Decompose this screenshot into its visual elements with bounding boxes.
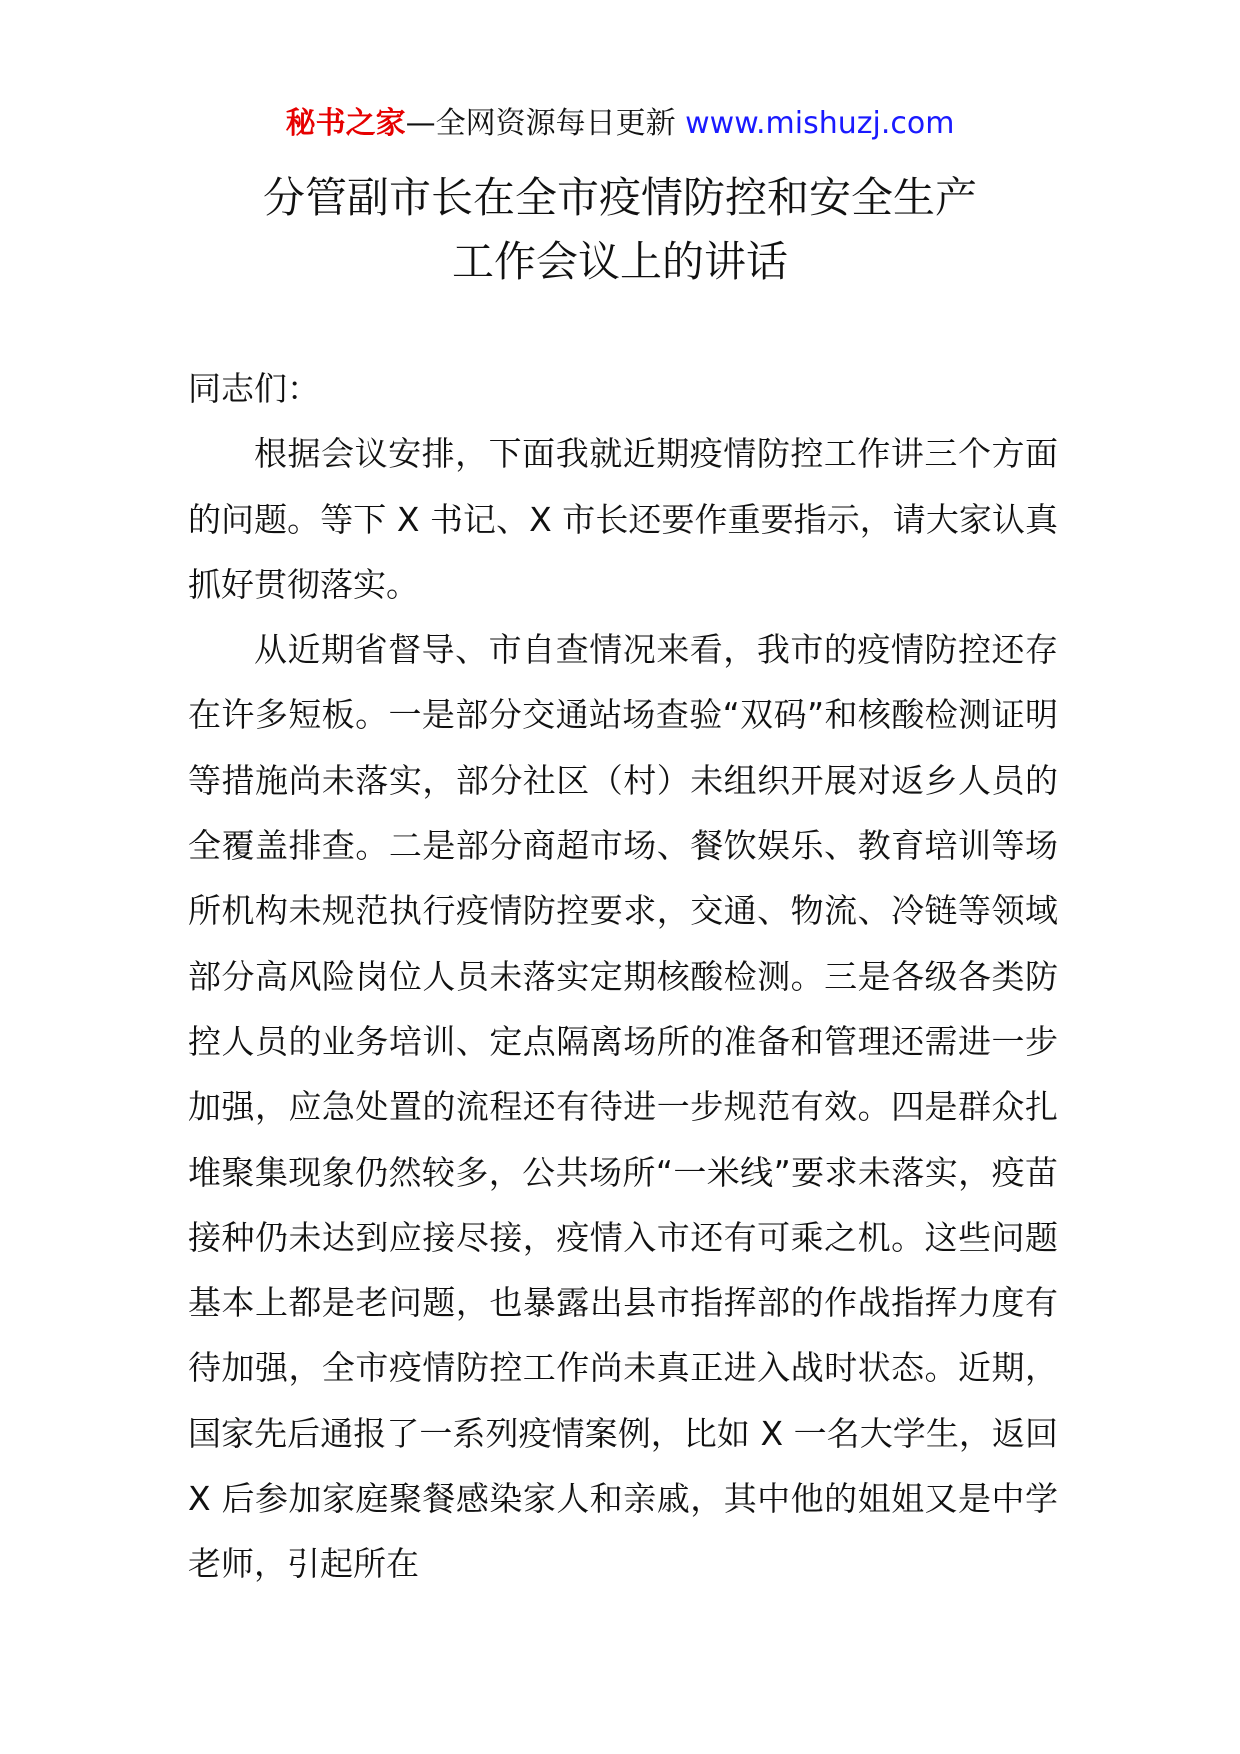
- title-line-2: 工作会议上的讲话: [451, 237, 788, 286]
- paragraph-1: 根据会议安排，下面我就近期疫情防控工作讲三个方面的问题。等下 X 书记、X 市长还要作重要指示，请大家认真抓好贯彻落实。: [188, 434, 1058, 604]
- title-line-1: 分管副市长在全市疫情防控和安全生产: [262, 173, 977, 222]
- site-header: [0, 102, 1240, 146]
- salutation: 同志们：: [188, 369, 320, 408]
- site-url-link[interactable]: www.mishuzj.com: [685, 106, 955, 141]
- paragraph-2: 从近期省督导、市自查情况来看，我市的疫情防控还存在许多短板。一是部分交通站场查验“双码”和核酸检测证明等措施尚未落实，部分社区（村）未组织开展对返乡人员的全覆盖排查。二是部分商超市场、餐饮娱乐、教育培训等场所机构未规范执行疫情防控要求，交通、物流、冷链等领域部分高风险岗位人员未落实定期核酸检测。三是各级各类防控人员的业务培训、定点隔离场所的准备和管理还需进一步加强，应急处置的流程还有待进一步规范有效。四是群众扎堆聚集现象仍然较多，公共场所“一米线”要求未落实，疫苗接种仍未达到应接尽接，疫情入市还有可乘之机。这些问题基本上都是老问题，也暴露出县市指挥部的作战指挥力度有待加强，全市疫情防控工作尚未真正进入战时状态。近期，国家先后通报了一系列疫情案例，比如 X 一名大学生，返回 X 后参加家庭聚餐感染家人和亲戚，其中他的姐姐又是中学老师，引起所在: [188, 630, 1058, 1584]
- brand-name: 秘书之家: [285, 106, 406, 141]
- document-title: [0, 166, 1240, 294]
- header-slogan: —全网资源每日更新: [405, 106, 676, 141]
- document-body: [188, 356, 1058, 1597]
